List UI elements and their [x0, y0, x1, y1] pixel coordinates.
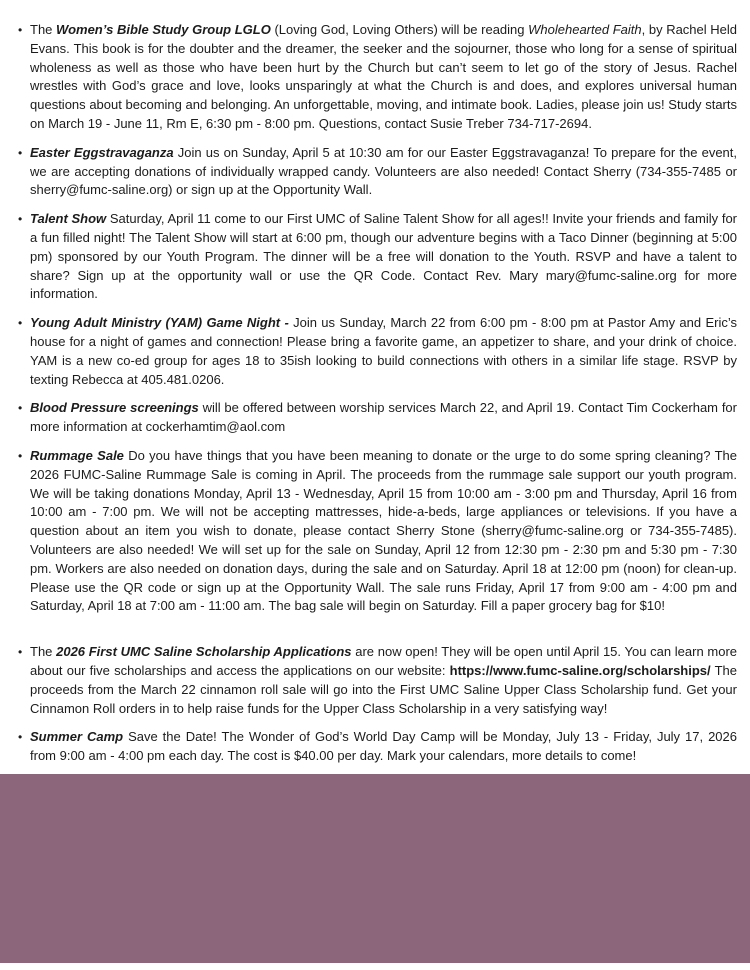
announcement-womens-bible-study	[30, 21, 737, 134]
text-segment: The	[30, 22, 57, 37]
announcement-blood-pressure-screenings	[30, 399, 737, 437]
text-segment: Talent Show	[30, 211, 107, 227]
text-segment: Join us on Sunday, April 5 at 10:30 am for our Easter Eggstravaganza! To prepare for the event, we are accepting donations of individually wrapped candy. Volunteers are also needed! Contact Sherry (734-355-7485 or sherry@fumc-saline.org) or sign up at the Opportunity Wall.	[30, 144, 737, 198]
text-segment: Do you have things that you have been meaning to donate or the urge to do some spring cleaning? The 2026 FUMC-Saline Rummage Sale is coming in April. The proceeds from the rummage sale support our youth program. We will be taking donations Monday, April 13 - Wednesday, April 15 from 10:00 am - 3:00 pm and Thursday, April 16 from 10:00 am - 7:00 pm. We will not be accepting mattresses, hide-a-beds, large appliances or televisions. If you have a question about an item you wish to donate, please contact Sherry Stone (sherry@fumc-saline.org or 734-355-7485). Volunteers are also needed! We will set up for the sale on Sunday, April 12 from 12:30 pm - 2:30 pm and 5:30 pm - 7:30 pm. Workers are also needed on donation days, during the sale and on Saturday. April 18 at 12:00 pm (noon) for clean-up. Please use the QR code or sign up at the Opportunity Wall. The sale runs Friday, April 17 from 9:00 am - 4:00 pm and Saturday, April 18 at 7:00 am - 11:00 am. The bag sale will begin on Saturday. Fill a paper grocery bag for $10!	[30, 447, 738, 614]
text-segment: Easter Eggstravaganza	[30, 144, 174, 160]
announcement-yam-game-night	[30, 314, 737, 389]
announcement-scholarship-applications	[30, 643, 737, 718]
announcement-list-main	[30, 21, 737, 616]
text-segment: https://www.fumc-saline.org/scholarships/	[449, 662, 711, 678]
text-segment: The proceeds from the March 22 cinnamon roll sale will go into the First UMC Saline Upper Class Scholarship fund. Get your Cinnamon Roll orders in to help raise funds for the Upper Class Scholarship in a very satisfying way!	[30, 662, 738, 716]
text-segment: Saturday, April 11 come to our First UMC of Saline Talent Show for all ages!! Invite your friends and family for a fun filled night! The Talent Show will start at 6:00 pm, though our adventure begins with a Taco Dinner (beginning at 5:00 pm) sponsored by our Youth Program. The dinner will be a free will donation to the Youth. RSVP and have a talent to share? Sign up at the opportunity wall or use the QR Code. Contact Rev. Mary mary@fumc-saline.org for more information.	[30, 211, 738, 302]
announcement-easter-eggstravaganza	[30, 144, 737, 200]
text-segment: are now open! They will be open until April 15. You can learn more about our five scholarships and access the applications on our website:	[30, 644, 738, 678]
text-segment: Rummage Sale	[30, 447, 124, 463]
text-segment: , by Rachel Held Evans. This book is for the doubter and the dreamer, the seeker and the sojourner, those who long for a sense of spiritual wholeness as well as those who have been hurt by the Church but can’t seem to let go of the story of Jesus. Rachel wrestles with God’s grace and love, looks unsparingly at what the Church is and does, and explores universal human questions about becoming and belonging. An unforgettable, moving, and intimate book. Ladies, please join us! Study starts on March 19 - June 11, Rm E, 6:30 pm - 8:00 pm. Questions, contact Susie Treber 734-717-2694.	[30, 22, 738, 131]
text-segment: Join us Sunday, March 22 from 6:00 pm - 8:00 pm at Pastor Amy and Eric’s house for a night of games and connection! Please bring a favorite game, an appetizer to share, and your drink of choice. YAM is a new co-ed group for ages 18 to 35ish looking to build connections with others in a similar life stage. RSVP by texting Rebecca at 405.481.0206.	[30, 315, 737, 387]
text-segment: Save the Date! The Wonder of God’s World Day Camp will be Monday, July 13 - Friday, July 17, 2026 from 9:00 am - 4:00 pm each day. The cost is $40.00 per day. Mark your calendars, more details to come!	[30, 729, 737, 764]
text-segment: The	[30, 644, 57, 660]
text-segment: Women’s Bible Study Group LGLO	[56, 22, 271, 37]
footer-color-band	[0, 774, 750, 963]
text-segment: Young Adult Ministry (YAM) Game Night -	[30, 315, 289, 331]
announcement-talent-show	[30, 210, 737, 304]
text-segment: Blood Pressure screenings	[30, 400, 199, 416]
announcement-rummage-sale	[30, 447, 737, 616]
announcement-list-secondary	[30, 643, 737, 766]
text-segment: 2026 First UMC Saline Scholarship Applications	[56, 644, 352, 660]
announcement-summer-camp	[30, 728, 737, 766]
text-segment: Wholehearted Faith	[528, 22, 642, 37]
text-segment: (Loving God, Loving Others) will be reading	[270, 22, 529, 37]
text-segment: will be offered between worship services March 22, and April 19. Contact Tim Cockerham for more information at cockerhamtim@aol.com	[30, 400, 737, 435]
text-segment: Summer Camp	[30, 729, 124, 745]
